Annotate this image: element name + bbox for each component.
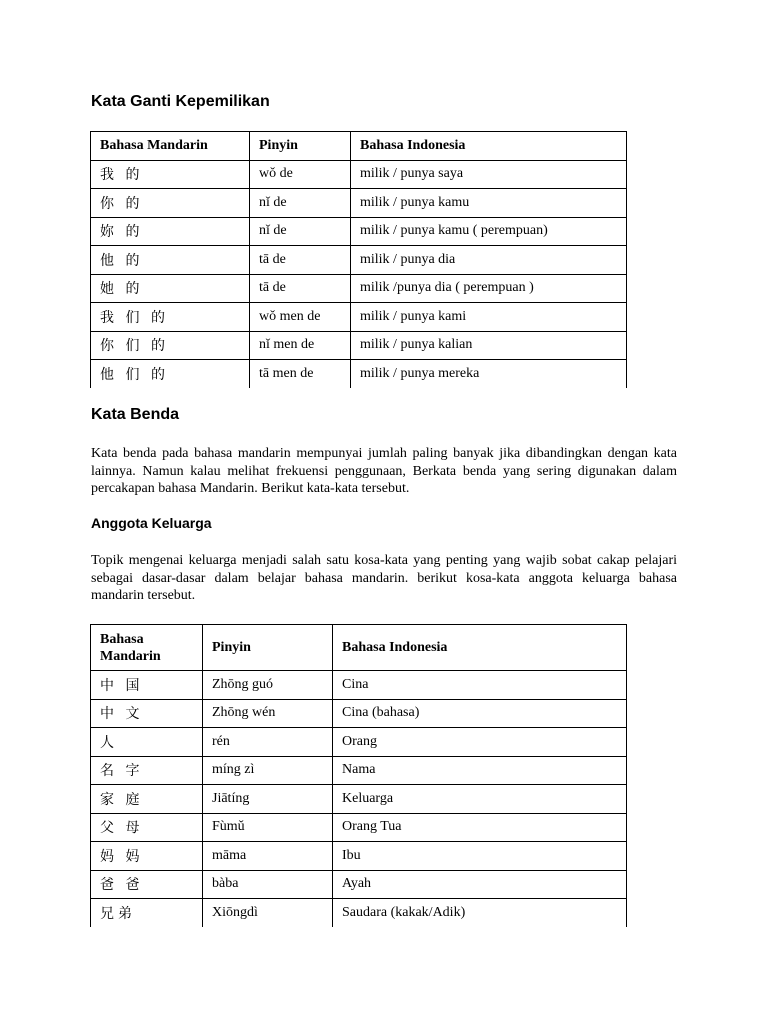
pinyin-cell: rén <box>203 728 333 757</box>
indonesian-cell: Saudara (kakak/Adik) <box>333 899 627 928</box>
table-row <box>91 842 627 871</box>
mandarin-cell: 她 的 <box>91 274 250 303</box>
indonesian-cell: milik / punya kamu <box>351 189 627 218</box>
indonesian-cell: Ibu <box>333 842 627 871</box>
mandarin-cell: 中 国 <box>91 671 203 700</box>
possessive-pronoun-table <box>90 131 627 388</box>
pinyin-cell: nǐ de <box>250 189 351 218</box>
mandarin-cell: 妳 的 <box>91 217 250 246</box>
table-row <box>91 217 627 246</box>
mandarin-cell: 他 的 <box>91 246 250 275</box>
mandarin-cell: 父 母 <box>91 813 203 842</box>
table-row <box>91 699 627 728</box>
pinyin-cell: tā de <box>250 246 351 275</box>
indonesian-cell: milik /punya dia ( perempuan ) <box>351 274 627 303</box>
section-title-family-members: Anggota Keluarga <box>91 515 212 531</box>
pinyin-cell: māma <box>203 842 333 871</box>
family-paragraph: Topik mengenai keluarga menjadi salah satu kosa-kata yang penting yang wajib sobat cakap pelajari sebagai dasar-dasar dalam belajar bahasa mandarin. berikut kosa-kata anggota keluarga bahasa mandarin tersebut. <box>91 553 677 603</box>
table-row <box>91 189 627 218</box>
table-row <box>91 331 627 360</box>
column-header: Bahasa Indonesia <box>351 132 627 161</box>
mandarin-cell: 中 文 <box>91 699 203 728</box>
table-row <box>91 303 627 332</box>
pinyin-cell: Jiātíng <box>203 785 333 814</box>
mandarin-cell: 你 们 的 <box>91 331 250 360</box>
mandarin-cell: 你 的 <box>91 189 250 218</box>
pinyin-cell: Zhōng guó <box>203 671 333 700</box>
indonesian-cell: Orang <box>333 728 627 757</box>
mandarin-cell: 人 <box>91 728 203 757</box>
section-title-nouns: Kata Benda <box>91 406 180 423</box>
column-header: Bahasa Mandarin <box>91 625 203 671</box>
table-row <box>91 899 627 928</box>
indonesian-cell: Orang Tua <box>333 813 627 842</box>
mandarin-cell: 爸 爸 <box>91 870 203 899</box>
table-row <box>91 360 627 389</box>
indonesian-cell: milik / punya kami <box>351 303 627 332</box>
table-row <box>91 246 627 275</box>
pinyin-cell: bàba <box>203 870 333 899</box>
indonesian-cell: milik / punya kamu ( perempuan) <box>351 217 627 246</box>
pinyin-cell: tā men de <box>250 360 351 389</box>
table-row <box>91 813 627 842</box>
mandarin-cell: 兄弟 <box>91 899 203 928</box>
mandarin-cell: 我 的 <box>91 160 250 189</box>
column-header: Bahasa Mandarin <box>91 132 250 161</box>
indonesian-cell: Keluarga <box>333 785 627 814</box>
pinyin-cell: nǐ men de <box>250 331 351 360</box>
column-header: Pinyin <box>203 625 333 671</box>
indonesian-cell: Cina <box>333 671 627 700</box>
indonesian-cell: milik / punya kalian <box>351 331 627 360</box>
indonesian-cell: milik / punya mereka <box>351 360 627 389</box>
pinyin-cell: wǒ men de <box>250 303 351 332</box>
table-row <box>91 671 627 700</box>
pinyin-cell: Xiōngdì <box>203 899 333 928</box>
mandarin-cell: 名 字 <box>91 756 203 785</box>
table-row <box>91 870 627 899</box>
family-vocabulary-table <box>90 624 627 927</box>
column-header: Bahasa Indonesia <box>333 625 627 671</box>
pinyin-cell: míng zì <box>203 756 333 785</box>
table-row <box>91 728 627 757</box>
pinyin-cell: Fùmǔ <box>203 813 333 842</box>
table-header-row <box>91 132 627 161</box>
mandarin-cell: 妈 妈 <box>91 842 203 871</box>
pinyin-cell: wǒ de <box>250 160 351 189</box>
table-header-row <box>91 625 627 671</box>
section-title-possessive-pronouns: Kata Ganti Kepemilikan <box>91 93 270 110</box>
column-header: Pinyin <box>250 132 351 161</box>
indonesian-cell: Nama <box>333 756 627 785</box>
table-row <box>91 160 627 189</box>
pinyin-cell: nǐ de <box>250 217 351 246</box>
mandarin-cell: 家 庭 <box>91 785 203 814</box>
indonesian-cell: milik / punya saya <box>351 160 627 189</box>
table-row <box>91 756 627 785</box>
mandarin-cell: 他 们 的 <box>91 360 250 389</box>
indonesian-cell: Cina (bahasa) <box>333 699 627 728</box>
nouns-paragraph: Kata benda pada bahasa mandarin mempunyai jumlah paling banyak jika dibandingkan dengan kata lainnya. Namun kalau melihat frekuensi penggunaan, Berkata benda yang sering digunakan dalam percakapan bahasa Mandarin. Berikut kata-kata tersebut. <box>91 446 677 496</box>
pinyin-cell: Zhōng wén <box>203 699 333 728</box>
indonesian-cell: milik / punya dia <box>351 246 627 275</box>
pinyin-cell: tā de <box>250 274 351 303</box>
mandarin-cell: 我 们 的 <box>91 303 250 332</box>
table-row <box>91 785 627 814</box>
table-row <box>91 274 627 303</box>
indonesian-cell: Ayah <box>333 870 627 899</box>
